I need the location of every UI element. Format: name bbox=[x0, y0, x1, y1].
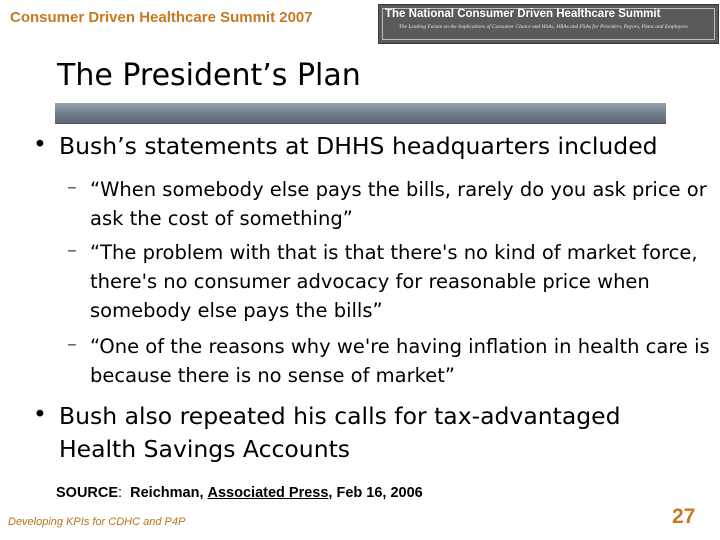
banner-tagline: The Leading Forum on the Implications of Consumer Choice and HSAs, HRAs and FSAs for Providers, Payors, Plans and Employers bbox=[399, 24, 688, 30]
source-author: Reichman, bbox=[130, 485, 204, 501]
source-date: , Feb 16, 2006 bbox=[328, 485, 423, 501]
title-underline-bar bbox=[55, 103, 666, 124]
sub-marker: – bbox=[67, 175, 77, 198]
bullet-marker: • bbox=[33, 130, 47, 158]
source-label: SOURCE bbox=[56, 485, 119, 501]
event-title: Consumer Driven Healthcare Summit 2007 bbox=[10, 9, 313, 26]
bullet-marker: • bbox=[33, 400, 47, 428]
bullet-text: Bush also repeated his calls for tax-advantaged Health Savings Accounts bbox=[59, 402, 621, 463]
sub-marker: – bbox=[67, 332, 77, 355]
banner-title: The National Consumer Driven Healthcare Summit bbox=[385, 8, 661, 20]
sub-text: “When somebody else pays the bills, rarely do you ask price or ask the cost of something” bbox=[90, 178, 707, 230]
sub-text: “The problem with that is that there's no kind of market force, there's no consumer advocacy for reasonable price when somebody else pays the bills” bbox=[90, 241, 698, 322]
slide-title: The President’s Plan bbox=[57, 58, 361, 93]
source-citation: SOURCE: Reichman, Associated Press, Feb 16, 2006 bbox=[56, 485, 423, 501]
sub-text: “One of the reasons why we're having inflation in health care is because there is no sense of market” bbox=[90, 335, 710, 387]
summit-banner-logo bbox=[378, 4, 719, 44]
footer-text: Developing KPIs for CDHC and P4P bbox=[8, 516, 186, 528]
sub-marker: – bbox=[67, 238, 77, 261]
source-publication: Associated Press bbox=[207, 485, 329, 501]
bullet-text: Bush’s statements at DHHS headquarters included bbox=[59, 132, 658, 160]
page-number: 27 bbox=[672, 505, 696, 528]
